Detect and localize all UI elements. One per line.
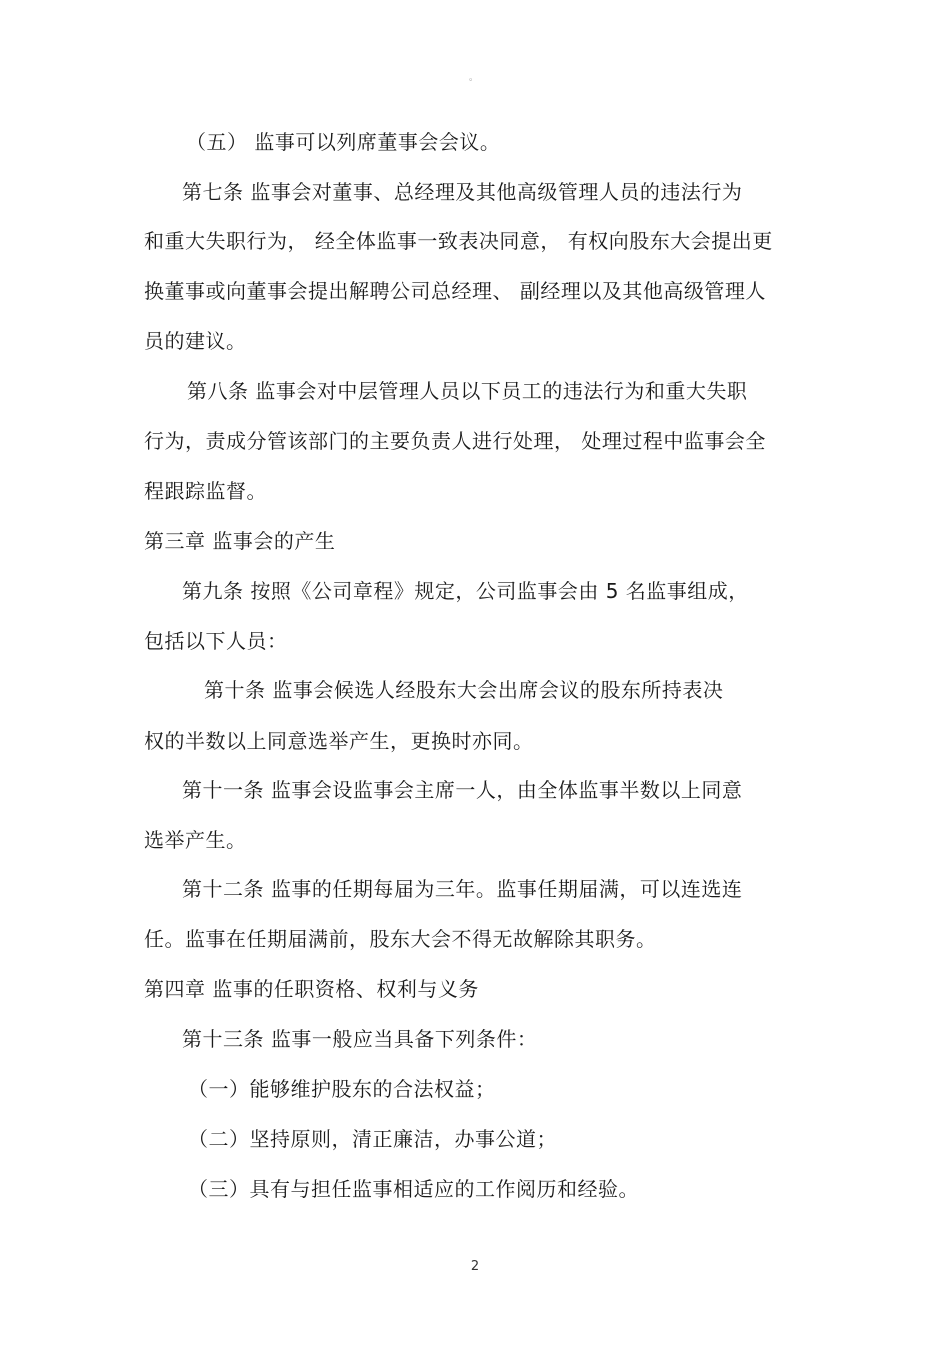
article-8-line-1: 第八条 监事会对中层管理人员以下员工的违法行为和重大失职 <box>187 379 748 403</box>
header-mark: 。 <box>469 73 479 83</box>
clause-5-item: （五） 监事可以列席董事会会议。 <box>186 130 501 154</box>
article-7-line-4: 员的建议。 <box>144 329 247 353</box>
article-9-line-2: 包括以下人员： <box>144 629 288 653</box>
chapter-4-heading: 第四章 监事的任职资格、权利与义务 <box>144 977 479 1001</box>
article-13-line-1: 第十三条 监事一般应当具备下列条件： <box>182 1027 538 1051</box>
article-10-line-2: 权的半数以上同意选举产生，更换时亦同。 <box>144 729 534 753</box>
article-13-item-1: （一）能够维护股东的合法权益； <box>188 1077 496 1101</box>
article-12-line-1: 第十二条 监事的任期每届为三年。监事任期届满，可以连选连 <box>182 877 743 901</box>
article-7-line-1: 第七条 监事会对董事、总经理及其他高级管理人员的违法行为 <box>182 180 743 204</box>
article-7-line-2: 和重大失职行为， 经全体监事一致表决同意， 有权向股东大会提出更 <box>144 229 773 253</box>
article-9-line-1: 第九条 按照《公司章程》规定，公司监事会由 5 名监事组成， <box>182 579 749 603</box>
article-8-line-3: 程跟踪监督。 <box>144 479 267 503</box>
article-13-item-3: （三）具有与担任监事相适应的工作阅历和经验。 <box>188 1177 639 1201</box>
article-10-line-1: 第十条 监事会候选人经股东大会出席会议的股东所持表决 <box>204 678 724 702</box>
article-11-line-2: 选举产生。 <box>144 828 247 852</box>
article-8-line-2: 行为，责成分管该部门的主要负责人进行处理， 处理过程中监事会全 <box>144 429 766 453</box>
chapter-3-heading: 第三章 监事会的产生 <box>144 529 336 553</box>
article-7-line-3: 换董事或向董事会提出解聘公司总经理、 副经理以及其他高级管理人 <box>144 279 766 303</box>
article-12-line-2: 任。监事在任期届满前，股东大会不得无故解除其职务。 <box>144 927 657 951</box>
page-number: 2 <box>470 1259 480 1274</box>
article-13-item-2: （二）坚持原则，清正廉洁，办事公道； <box>188 1127 557 1151</box>
article-11-line-1: 第十一条 监事会设监事会主席一人，由全体监事半数以上同意 <box>182 778 743 802</box>
